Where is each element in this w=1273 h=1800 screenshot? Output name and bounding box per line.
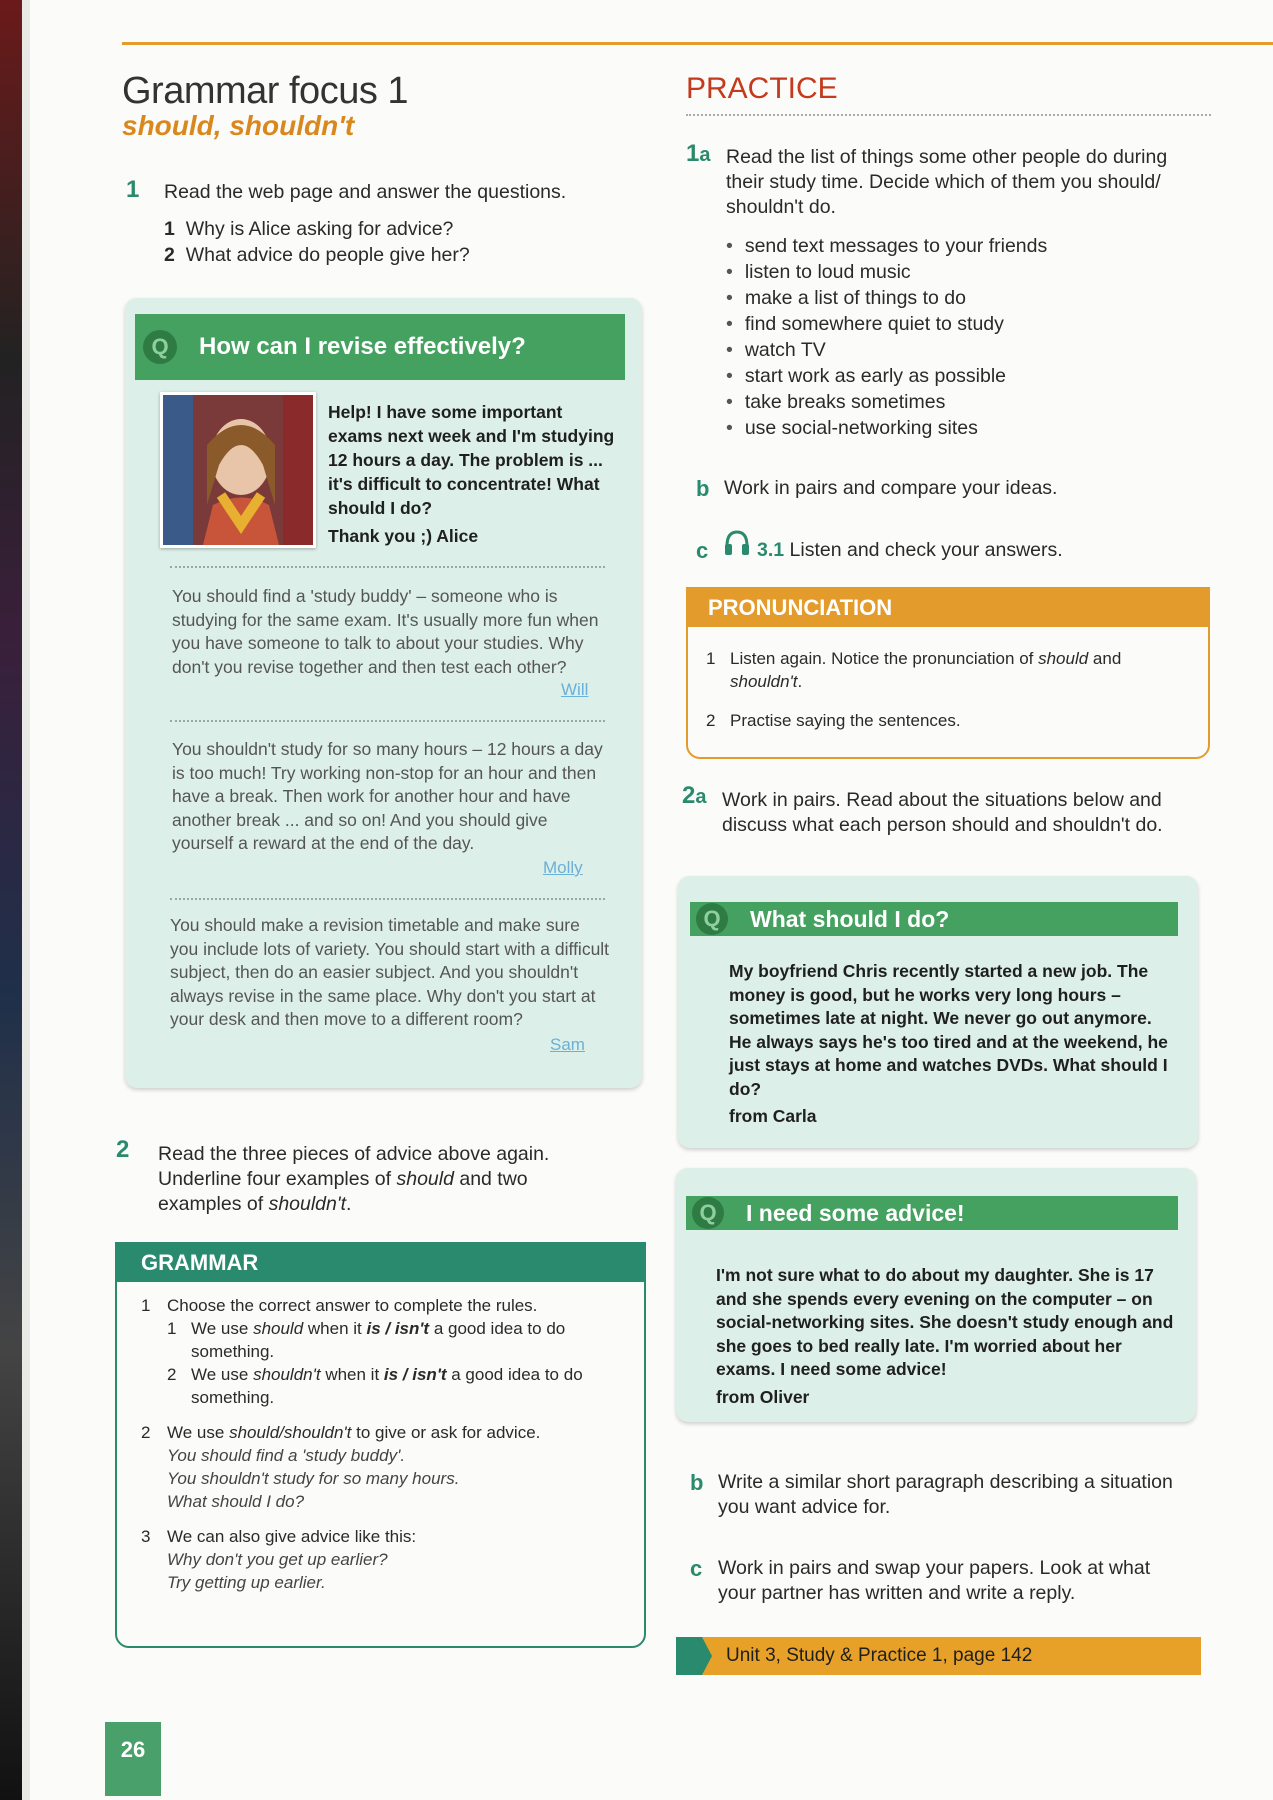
list-item: • listen to loud music: [726, 259, 1047, 285]
page-gutter: [22, 0, 30, 1800]
grammar-header: GRAMMAR: [117, 1244, 644, 1282]
top-rule: [122, 42, 1273, 45]
exercise-2c-letter: c: [690, 1556, 703, 1581]
divider: [170, 898, 605, 900]
exercise-2a-instruction: Work in pairs. Read about the situations below and discuss what each person should and shouldn't do.: [722, 789, 1163, 836]
author-molly-link[interactable]: Molly: [543, 858, 583, 877]
page-number: 26: [105, 1722, 161, 1796]
exercise-2-number: 2: [116, 1136, 130, 1163]
author-sam-link[interactable]: Sam: [550, 1035, 585, 1054]
oliver-message: I'm not sure what to do about my daughter. She is 17 and she spends every evening on the computer – on social-networking sites. She doesn't study enough and she goes to bed really late. I'm worried about her exams. I need some advice! from Oliver: [716, 1264, 1176, 1409]
carla-card-header: [690, 902, 1178, 936]
arrow-icon: [676, 1637, 712, 1675]
carla-message: My boyfriend Chris recently started a new job. The money is good, but he works very long hours – sometimes late at night. We never go out anymore. He always says he's too tired and at the weekend, he just stays at home and watches DVDs. What should I do? from Carla: [729, 960, 1169, 1129]
question-badge-icon: Q: [143, 330, 177, 364]
carla-signature: from Carla: [729, 1106, 817, 1126]
exercise-1c-letter: c: [696, 538, 709, 563]
book-edge: [0, 0, 22, 1800]
oliver-signature: from Oliver: [716, 1386, 810, 1407]
pronunciation-header: PRONUNCIATION: [688, 589, 1208, 627]
exercise-1-questions: [164, 216, 470, 268]
exercise-1-number: 1: [126, 176, 140, 203]
pronunciation-steps: 1 Listen again. Notice the pronunciation of should and shouldn't. 2 Practise saying the sentences.: [706, 649, 1122, 730]
study-habits-list: [726, 233, 1047, 441]
alice-signature: Thank you ;) Alice: [328, 526, 479, 546]
exercise-1b-letter: b: [696, 476, 710, 501]
advice-will: You should find a 'study buddy' – someone who is studying for the same exam. It's usually more fun when you have someone to talk to about your studies. Why don't you revise together and then test each other?: [172, 586, 599, 677]
exercise-1b-instruction: Work in pairs and compare your ideas.: [724, 477, 1058, 499]
divider: [170, 720, 605, 722]
oliver-card-header: [686, 1196, 1178, 1230]
carla-card-title: What should I do?: [750, 905, 950, 932]
forum-card-title: How can I revise effectively?: [199, 333, 526, 360]
question-badge-icon: Q: [692, 1197, 724, 1229]
question-1: 1 Why is Alice asking for advice?: [164, 218, 454, 240]
list-item: • watch TV: [726, 337, 1047, 363]
grammar-box: [115, 1242, 646, 1648]
exercise-1c-instruction: 3.1 Listen and check your answers.: [757, 539, 1063, 561]
advice-molly: You shouldn't study for so many hours – 12 hours a day is too much! Try working non-stop for an hour and then have a break. Then work for another hour and have another break ... and so on! And you should give yourself a reward at the end of the day.: [172, 739, 603, 853]
page-title: Grammar focus 1: [122, 70, 409, 112]
author-will-link[interactable]: Will: [561, 680, 589, 699]
question-2: 2 What advice do people give her?: [164, 244, 470, 266]
list-item: • find somewhere quiet to study: [726, 311, 1047, 337]
forum-card-header: [135, 314, 625, 380]
exercise-1-instruction: Read the web page and answer the questions.: [164, 181, 567, 203]
divider: [170, 566, 605, 568]
practice-rule: [686, 114, 1211, 116]
exercise-1a-number: 1a: [686, 140, 711, 167]
unit-reference-text: Unit 3, Study & Practice 1, page 142: [726, 1645, 1033, 1666]
oliver-card-title: I need some advice!: [746, 1199, 965, 1226]
list-item: • use social-networking sites: [726, 415, 1047, 441]
exercise-2b-letter: b: [690, 1470, 704, 1495]
question-badge-icon: Q: [696, 903, 728, 935]
list-item: • take breaks sometimes: [726, 389, 1047, 415]
unit-reference-link[interactable]: [676, 1637, 1201, 1675]
pronunciation-box: [686, 587, 1210, 759]
alice-photo: [160, 392, 316, 548]
list-item: • make a list of things to do: [726, 285, 1047, 311]
list-item: • send text messages to your friends: [726, 233, 1047, 259]
practice-heading: PRACTICE: [686, 72, 838, 105]
advice-sam: You should make a revision timetable and make sure you include lots of variety. You should start with a difficult subject, then do an easier subject. And you shouldn't always revise in the same place. Why don't you start at your desk and then move to a different room?: [170, 915, 610, 1029]
alice-question-text: Help! I have some important exams next week and I'm studying 12 hours a day. The problem is ... it's difficult to concentrate! What should I do?: [328, 402, 615, 518]
alice-question: [328, 400, 618, 548]
exercise-2c-instruction: Work in pairs and swap your papers. Look at what your partner has written and write a reply.: [718, 1557, 1151, 1604]
headphones-icon[interactable]: [722, 528, 752, 563]
exercise-2b-instruction: Write a similar short paragraph describing a situation you want advice for.: [718, 1471, 1173, 1518]
exercise-2-instruction: Read the three pieces of advice above again. Underline four examples of should and two examples of shouldn't.: [158, 1143, 550, 1215]
exercise-2a-number: 2a: [682, 782, 707, 809]
exercise-1a-instruction: Read the list of things some other people do during their study time. Decide which of them you should/ shouldn't do.: [726, 146, 1168, 218]
audio-track-number: 3.1: [757, 539, 785, 561]
grammar-rules: 1 Choose the correct answer to complete the rules. 1 We use should when it is / isn't a good idea to do something. 2 We use shouldn't when it is / isn't a good idea to do something. 2 We use should/shouldn't to give or ask for advice. You should find a 'study buddy'. You shouldn't study for so many hours. What should I do? 3 We can also give advice like this: Why don't you get up earlier? Try getting up earlier.: [141, 1296, 583, 1592]
page-subtitle: should, shouldn't: [122, 110, 355, 141]
student-portrait-icon: [163, 395, 313, 545]
list-item: • start work as early as possible: [726, 363, 1047, 389]
